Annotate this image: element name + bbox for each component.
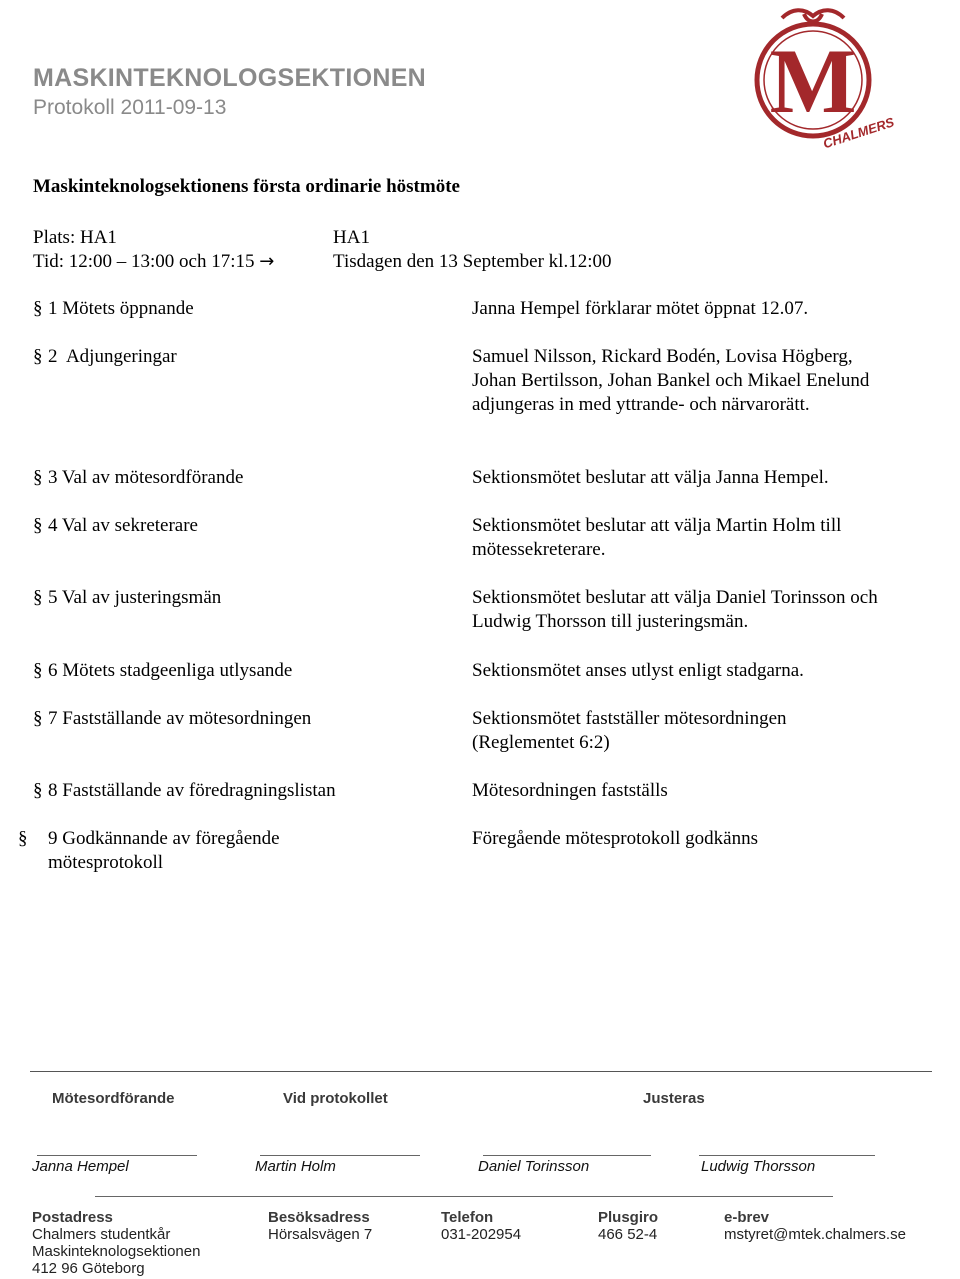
signer-adjuster-2: Ludwig Thorsson: [701, 1158, 816, 1175]
logo-text: CHALMERS: [821, 114, 896, 152]
item-9-label: § 9 Godkännande av föregående mötesprotokoll: [18, 828, 280, 873]
signature-divider: [30, 1071, 932, 1072]
item-6-value: Sektionsmötet anses utlyst enligt stadgarna.: [472, 660, 804, 681]
item-7-label: § 7 Fastställande av mötesordningen: [33, 708, 312, 729]
place-label: Plats: HA1: [33, 227, 117, 248]
item-6-label: § 6 Mötets stadgeenliga utlysande: [33, 660, 293, 681]
item-8-value: Mötesordningen fastställs: [472, 780, 668, 801]
sig-header-adjusters: Justeras: [643, 1090, 705, 1107]
meeting-title: Maskinteknologsektionens första ordinarie höstmöte: [33, 176, 460, 197]
signer-secretary: Martin Holm: [255, 1158, 336, 1175]
sig-header-secretary: Vid protokollet: [283, 1090, 388, 1107]
place-value: HA1: [333, 227, 370, 248]
footer-postadress-line-3: 412 96 Göteborg: [32, 1260, 145, 1277]
item-5-label: § 5 Val av justeringsmän: [33, 587, 222, 608]
item-3-label: § 3 Val av mötesordförande: [33, 467, 244, 488]
item-3-value: Sektionsmötet beslutar att välja Janna Hempel.: [472, 467, 829, 488]
footer-telefon-value: 031-202954: [441, 1226, 522, 1243]
signature-line: [699, 1155, 875, 1156]
footer-postadress-label: Postadress: [32, 1209, 113, 1226]
item-1-value: Janna Hempel förklarar mötet öppnat 12.07.: [472, 298, 809, 319]
footer-besoksadress-label: Besöksadress: [268, 1209, 370, 1226]
time-value: Tisdagen den 13 September kl.12:00: [333, 251, 612, 272]
item-4-label: § 4 Val av sekreterare: [33, 515, 198, 536]
footer-besoksadress-value: Hörsalsvägen 7: [268, 1226, 373, 1243]
item-7-value: Sektionsmötet fastställer mötesordningen (Reglementet 6:2): [472, 708, 787, 753]
item-4-value: Sektionsmötet beslutar att välja Martin Holm till mötessekreterare.: [472, 515, 842, 560]
org-name: MASKINTEKNOLOGSEKTIONEN: [33, 64, 427, 92]
item-1-label: § 1 Mötets öppnande: [33, 298, 194, 319]
item-5-value: Sektionsmötet beslutar att välja Daniel Torinsson och Ludwig Thorsson till justeringsmän.: [472, 587, 878, 632]
item-9-value: Föregående mötesprotokoll godkänns: [472, 828, 759, 849]
footer-postadress-line-2: Maskinteknologsektionen: [32, 1243, 201, 1260]
footer-divider: [95, 1196, 833, 1197]
signature-line: [260, 1155, 420, 1156]
footer-plusgiro-label: Plusgiro: [598, 1209, 659, 1226]
time-label: Tid: 12:00 – 13:00 och 17:15: [33, 251, 260, 272]
logo-letter: M: [769, 30, 857, 132]
footer-ebrev-label: e-brev: [724, 1209, 770, 1226]
signer-adjuster-1: Daniel Torinsson: [478, 1158, 590, 1175]
signature-line: [37, 1155, 197, 1156]
arrow-right-icon: →: [259, 251, 275, 272]
footer-ebrev-link[interactable]: mstyret@mtek.chalmers.se: [724, 1226, 906, 1243]
time-row: [33, 250, 274, 274]
item-8-label: § 8 Fastställande av föredragningslistan: [33, 780, 336, 801]
chalmers-m-logo: [752, 6, 896, 156]
item-2-label: § 2 Adjungeringar: [33, 346, 177, 367]
signature-line: [483, 1155, 651, 1156]
footer-postadress-line-1: Chalmers studentkår: [32, 1226, 171, 1243]
signer-chair: Janna Hempel: [32, 1158, 129, 1175]
sig-header-chair: Mötesordförande: [52, 1090, 175, 1107]
footer-plusgiro-value: 466 52-4: [598, 1226, 658, 1243]
doc-subtitle: Protokoll 2011-09-13: [33, 96, 227, 119]
footer-telefon-label: Telefon: [441, 1209, 494, 1226]
item-2-value: Samuel Nilsson, Rickard Bodén, Lovisa Högberg, Johan Bertilsson, Johan Bankel och Mikael Enelund adjungeras in med yttrande- och närvarorätt.: [472, 346, 870, 415]
